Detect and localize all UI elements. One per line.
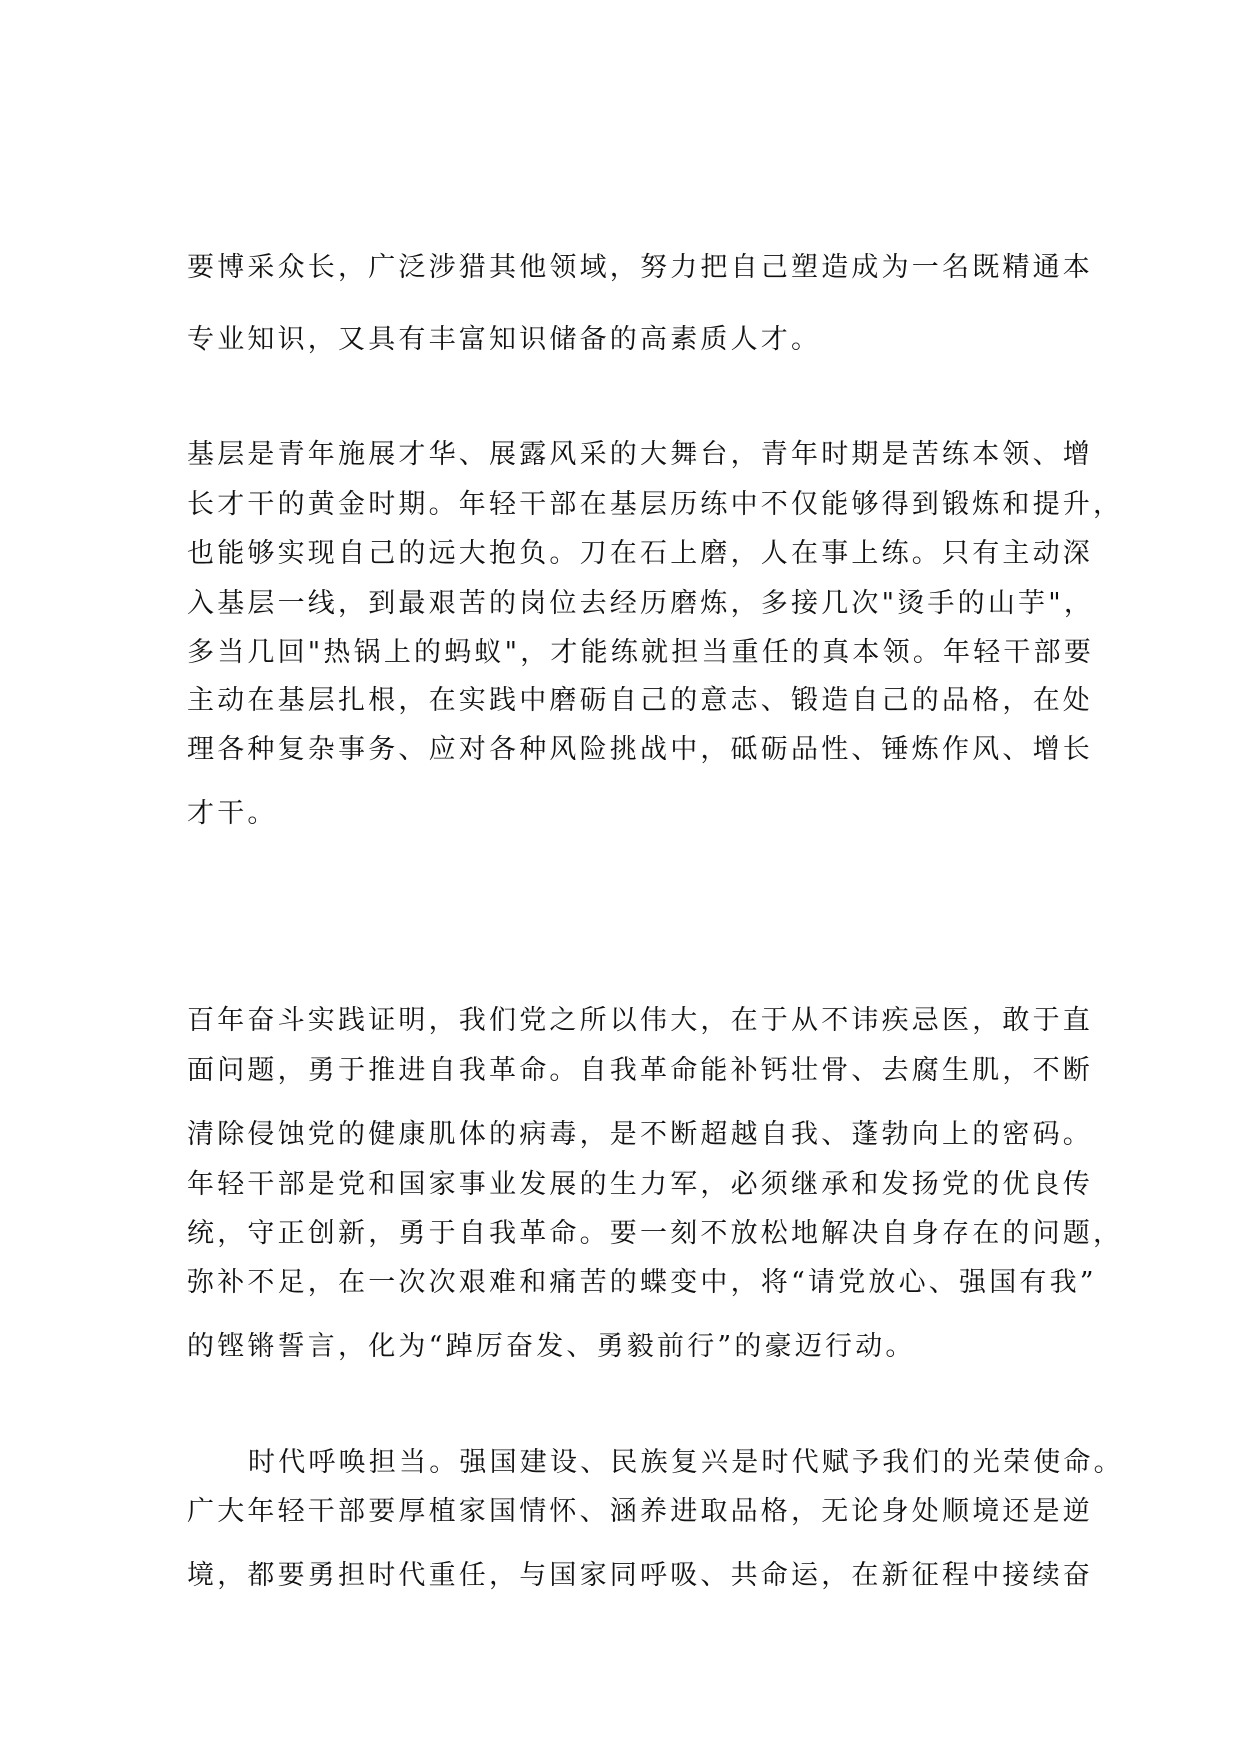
paragraph-line: 时代呼唤担当。强国建设、民族复兴是时代赋予我们的光荣使命。 bbox=[248, 1447, 1124, 1478]
paragraph-line: 百年奋斗实践证明，我们党之所以伟大，在于从不讳疾忌医，敢于直 bbox=[187, 1005, 1093, 1036]
paragraph-line: 基层是青年施展才华、展露风采的大舞台，青年时期是苦练本领、增 bbox=[187, 439, 1093, 470]
paragraph-line: 多当几回"热锅上的蚂蚁"，才能练就担当重任的真本领。年轻干部要 bbox=[187, 637, 1095, 668]
paragraph-line: 弥补不足，在一次次艰难和痛苦的蝶变中，将“请党放心、强国有我” bbox=[187, 1267, 1097, 1298]
paragraph-line: 面问题，勇于推进自我革命。自我革命能补钙壮骨、去腐生肌，不断 bbox=[187, 1055, 1093, 1086]
paragraph-line: 入基层一线，到最艰苦的岗位去经历磨炼，多接几次"烫手的山芋"， bbox=[187, 588, 1095, 619]
paragraph-line: 广大年轻干部要厚植家国情怀、涵养进取品格，无论身处顺境还是逆 bbox=[187, 1496, 1093, 1527]
paragraph-line: 长才干的黄金时期。年轻干部在基层历练中不仅能够得到锻炼和提升， bbox=[187, 489, 1124, 520]
paragraph-line: 理各种复杂事务、应对各种风险挑战中，砥砺品性、锤炼作风、增长 bbox=[187, 734, 1093, 765]
paragraph-line: 统，守正创新，勇于自我革命。要一刻不放松地解决自身存在的问题， bbox=[187, 1218, 1124, 1249]
paragraph-line: 年轻干部是党和国家事业发展的生力军，必须继承和发扬党的优良传 bbox=[187, 1169, 1093, 1200]
paragraph-line: 境，都要勇担时代重任，与国家同呼吸、共命运，在新征程中接续奋 bbox=[187, 1560, 1093, 1591]
paragraph-line: 才干。 bbox=[187, 798, 278, 829]
paragraph-line: 的铿锵誓言，化为“踔厉奋发、勇毅前行”的豪迈行动。 bbox=[187, 1331, 916, 1362]
paragraph-line: 要博采众长，广泛涉猎其他领域，努力把自己塑造成为一名既精通本 bbox=[187, 252, 1093, 283]
paragraph-line: 专业知识，又具有丰富知识储备的高素质人才。 bbox=[187, 324, 822, 355]
paragraph-line: 主动在基层扎根，在实践中磨砺自己的意志、锻造自己的品格，在处 bbox=[187, 685, 1093, 716]
paragraph-line: 清除侵蚀党的健康肌体的病毒，是不断超越自我、蓬勃向上的密码。 bbox=[187, 1119, 1093, 1150]
paragraph-line: 也能够实现自己的远大抱负。刀在石上磨，人在事上练。只有主动深 bbox=[187, 538, 1093, 569]
